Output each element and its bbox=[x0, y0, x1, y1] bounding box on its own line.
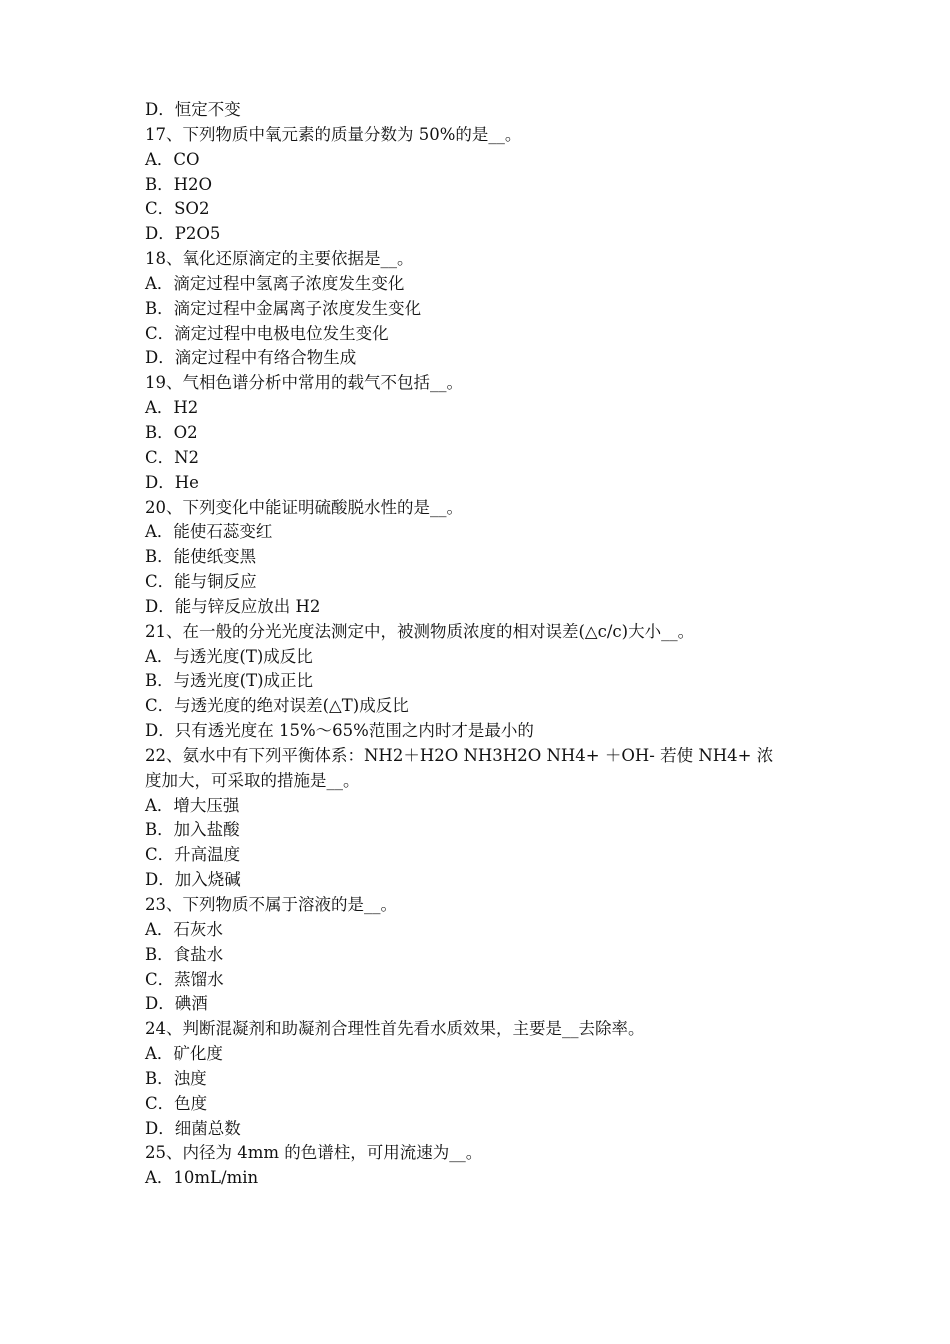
option-line: D．碘酒 bbox=[145, 994, 208, 1014]
question-line: 25、内径为 4mm 的色谱柱，可用流速为__。 bbox=[145, 1143, 483, 1163]
option-line: B．O2 bbox=[145, 422, 198, 442]
option-line: A．滴定过程中氢离子浓度发生变化 bbox=[145, 273, 405, 293]
option-line: B．H2O bbox=[145, 174, 213, 194]
option-line: C．升高温度 bbox=[145, 845, 241, 865]
option-line: A．H2 bbox=[145, 398, 199, 418]
option-line: B．食盐水 bbox=[145, 944, 224, 964]
option-line: D．滴定过程中有络合物生成 bbox=[145, 348, 357, 368]
option-line: A．10mL/min bbox=[145, 1168, 259, 1188]
option-line: D．加入烧碱 bbox=[145, 870, 241, 890]
option-line: A．石灰水 bbox=[145, 919, 223, 939]
option-line: D．能与锌反应放出 H2 bbox=[145, 596, 321, 616]
option-line: D．细菌总数 bbox=[145, 1118, 241, 1138]
option-line: A．增大压强 bbox=[145, 795, 240, 815]
question-line: 20、下列变化中能证明硫酸脱水性的是__。 bbox=[145, 497, 463, 517]
question-line: 22、氨水中有下列平衡体系：NH2＋H2O NH3H2O NH4+ ＋OH- 若使 NH4+ 浓 bbox=[145, 745, 774, 765]
option-line: C．能与铜反应 bbox=[145, 572, 257, 592]
question-line: 17、下列物质中氧元素的质量分数为 50%的是__。 bbox=[145, 124, 522, 144]
option-line: B．滴定过程中金属离子浓度发生变化 bbox=[145, 298, 422, 318]
question-line: 21、在一般的分光光度法测定中，被测物质浓度的相对误差(△c/c)大小__。 bbox=[145, 621, 695, 641]
option-line: A．CO bbox=[145, 149, 200, 169]
option-line: D．只有透光度在 15%～65%范围之内时才是最小的 bbox=[145, 721, 534, 741]
option-line: D．He bbox=[145, 472, 199, 492]
question-line: 18、氧化还原滴定的主要依据是__。 bbox=[145, 249, 414, 269]
option-line: B．浊度 bbox=[145, 1068, 207, 1088]
option-line: B．加入盐酸 bbox=[145, 820, 240, 840]
option-line: C．蒸馏水 bbox=[145, 969, 224, 989]
option-line: D．恒定不变 bbox=[145, 100, 241, 119]
question-line-continued: 度加大，可采取的措施是__。 bbox=[145, 770, 360, 790]
option-line: D．P2O5 bbox=[145, 224, 221, 244]
option-line: A．能使石蕊变红 bbox=[145, 522, 273, 542]
question-line: 19、气相色谱分析中常用的载气不包括__。 bbox=[145, 373, 463, 393]
option-line: C．滴定过程中电极电位发生变化 bbox=[145, 323, 389, 343]
option-line: C．SO2 bbox=[145, 199, 210, 219]
document-page bbox=[145, 98, 815, 1191]
question-line: 24、判断混凝剂和助凝剂合理性首先看水质效果，主要是__去除率。 bbox=[145, 1019, 645, 1039]
option-line: B．能使纸变黑 bbox=[145, 547, 257, 567]
option-line: C．色度 bbox=[145, 1093, 208, 1113]
option-line: A．与透光度(T)成反比 bbox=[145, 646, 313, 666]
option-line: A．矿化度 bbox=[145, 1044, 223, 1064]
question-line: 23、下列物质不属于溶液的是__。 bbox=[145, 895, 397, 914]
option-line: C．N2 bbox=[145, 447, 200, 467]
option-line: C．与透光度的绝对误差(△T)成反比 bbox=[145, 696, 409, 716]
option-line: B．与透光度(T)成正比 bbox=[145, 671, 314, 691]
